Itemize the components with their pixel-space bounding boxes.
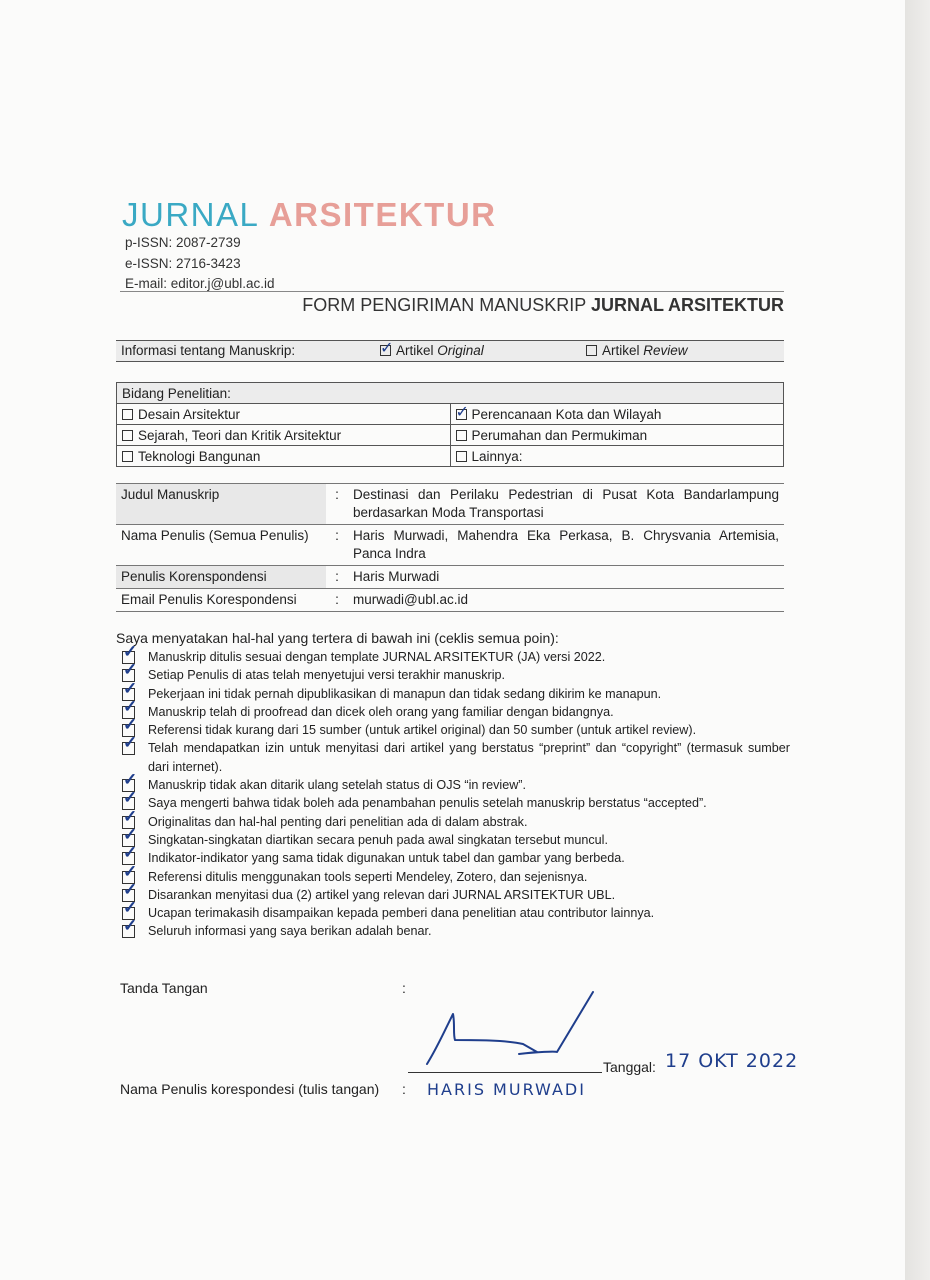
- statement-item: ✓ Referensi ditulis menggunakan tools seperti Mendeley, Zotero, dan sejenisnya.: [120, 868, 790, 886]
- detail-value: murwadi@ubl.ac.id: [353, 592, 469, 607]
- field-option[interactable]: Sejarah, Teori dan Kritik Arsitektur: [117, 425, 451, 446]
- statement-item: ✓ Manuskrip telah di proofread dan dicek oleh orang yang familiar dengan bidangnya.: [120, 703, 790, 721]
- handwritten-date: 17 OKT 2022: [665, 1050, 799, 1072]
- detail-label: Judul Manuskrip: [116, 484, 326, 525]
- research-field-table: [116, 382, 784, 467]
- detail-row: Email Penulis Korespondensi : murwadi@ubl.ac.id: [116, 589, 784, 612]
- manuscript-info-label: Informasi tentang Manuskrip:: [121, 343, 296, 358]
- detail-value: Haris Murwadi, Mahendra Eka Perkasa, B. Chrysvania Artemisia, Panca Indra: [353, 528, 779, 561]
- checkbox-checked[interactable]: [122, 742, 135, 755]
- field-option[interactable]: Desain Arsitektur: [117, 404, 451, 425]
- option-review[interactable]: Artikel Review: [586, 343, 688, 358]
- statement-item: ✓ Originalitas dan hal-hal penting dari penelitian ada di dalam abstrak.: [120, 813, 790, 831]
- email-text: E-mail: editor.j@ubl.ac.id: [125, 276, 275, 291]
- journal-logo: JURNAL ARSITEKTUR: [122, 196, 497, 233]
- header-divider: [120, 291, 784, 292]
- handwritten-name: HARIS MURWADI: [427, 1080, 586, 1099]
- manuscript-details-table: [116, 483, 784, 612]
- field-option[interactable]: ✓ Perencanaan Kota dan Wilayah: [450, 404, 784, 425]
- signature-line: [408, 1072, 602, 1073]
- statement-intro: Saya menyatakan hal-hal yang tertera di bawah ini (ceklis semua poin):: [116, 630, 559, 646]
- page-edge: [905, 0, 930, 1280]
- pissn-text: p-ISSN: 2087-2739: [125, 235, 241, 250]
- statement-item: ✓ Saya mengerti bahwa tidak boleh ada penambahan penulis setelah manuskrip berstatus “accepted”.: [120, 794, 790, 812]
- checkbox[interactable]: [122, 430, 133, 441]
- eissn-text: e-ISSN: 2716-3423: [125, 256, 241, 271]
- checkbox[interactable]: [456, 451, 467, 462]
- field-option[interactable]: Teknologi Bangunan: [117, 446, 451, 467]
- detail-label: Email Penulis Korespondensi: [121, 592, 297, 607]
- field-option[interactable]: Lainnya:: [450, 446, 784, 467]
- signature-label: Tanda Tangan: [120, 980, 208, 996]
- checkbox[interactable]: [122, 451, 133, 462]
- statement-item: ✓ Seluruh informasi yang saya berikan adalah benar.: [120, 922, 790, 940]
- statement-item: ✓ Telah mendapatkan izin untuk menyitasi dari artikel yang berstatus “preprint” dan “copyright” (termasuk sumber dari internet).: [120, 739, 790, 776]
- field-option[interactable]: Perumahan dan Permukiman: [450, 425, 784, 446]
- research-field-header: Bidang Penelitian:: [117, 383, 784, 404]
- detail-row: Penulis Korenspondensi : Haris Murwadi: [116, 566, 784, 589]
- option-original[interactable]: ✓ Artikel Original: [380, 343, 484, 358]
- statement-list: [120, 648, 790, 941]
- date-label: Tanggal:: [603, 1059, 656, 1075]
- detail-label: Nama Penulis (Semua Penulis): [121, 528, 309, 543]
- statement-item: ✓ Manuskrip ditulis sesuai dengan template JURNAL ARSITEKTUR (JA) versi 2022.: [120, 648, 790, 666]
- detail-row: Nama Penulis (Semua Penulis) : Haris Murwadi, Mahendra Eka Perkasa, B. Chrysvania Artemisia, Panca Indra: [116, 525, 784, 566]
- checkbox[interactable]: [122, 409, 133, 420]
- checkbox-review[interactable]: [586, 345, 597, 356]
- detail-row: Judul Manuskrip : Destinasi dan Perilaku Pedestrian di Pusat Kota Bandarlampung berdasarkan Moda Transportasi: [116, 484, 784, 525]
- statement-item: ✓ Disarankan menyitasi dua (2) artikel yang relevan dari JURNAL ARSITEKTUR UBL.: [120, 886, 790, 904]
- signature-colon: :: [402, 980, 406, 996]
- form-title: FORM PENGIRIMAN MANUSKRIP JURNAL ARSITEKTUR: [302, 295, 784, 315]
- statement-item: ✓ Referensi tidak kurang dari 15 sumber (untuk artikel original) dan 50 sumber (untuk artikel review).: [120, 721, 790, 739]
- manuscript-info-row: [116, 340, 784, 362]
- statement-item: ✓ Ucapan terimakasih disampaikan kepada pemberi dana penelitian atau contributor lainnya.: [120, 904, 790, 922]
- detail-label: Penulis Korenspondensi: [116, 566, 326, 589]
- statement-item: ✓ Setiap Penulis di atas telah menyetujui versi terakhir manuskrip.: [120, 666, 790, 684]
- checkbox-original[interactable]: [380, 345, 391, 356]
- checkbox-checked[interactable]: [122, 925, 135, 938]
- statement-item: ✓ Pekerjaan ini tidak pernah dipublikasikan di manapun dan tidak sedang dikirim ke manapun.: [120, 685, 790, 703]
- handwritten-signature: [415, 990, 605, 1070]
- statement-item: ✓ Singkatan-singkatan diartikan secara penuh pada awal singkatan tersebut muncul.: [120, 831, 790, 849]
- correspondent-name-label: Nama Penulis korespondesi (tulis tangan): [120, 1081, 380, 1097]
- detail-value: Haris Murwadi: [353, 569, 440, 584]
- checkbox[interactable]: [456, 430, 467, 441]
- statement-item: ✓ Manuskrip tidak akan ditarik ulang setelah status di OJS “in review”.: [120, 776, 790, 794]
- detail-value: Destinasi dan Perilaku Pedestrian di Pusat Kota Bandarlampung berdasarkan Moda Transportasi: [353, 487, 779, 520]
- statement-item: ✓ Indikator-indikator yang sama tidak digunakan untuk tabel dan gambar yang berbeda.: [120, 849, 790, 867]
- checkbox-checked[interactable]: [456, 409, 467, 420]
